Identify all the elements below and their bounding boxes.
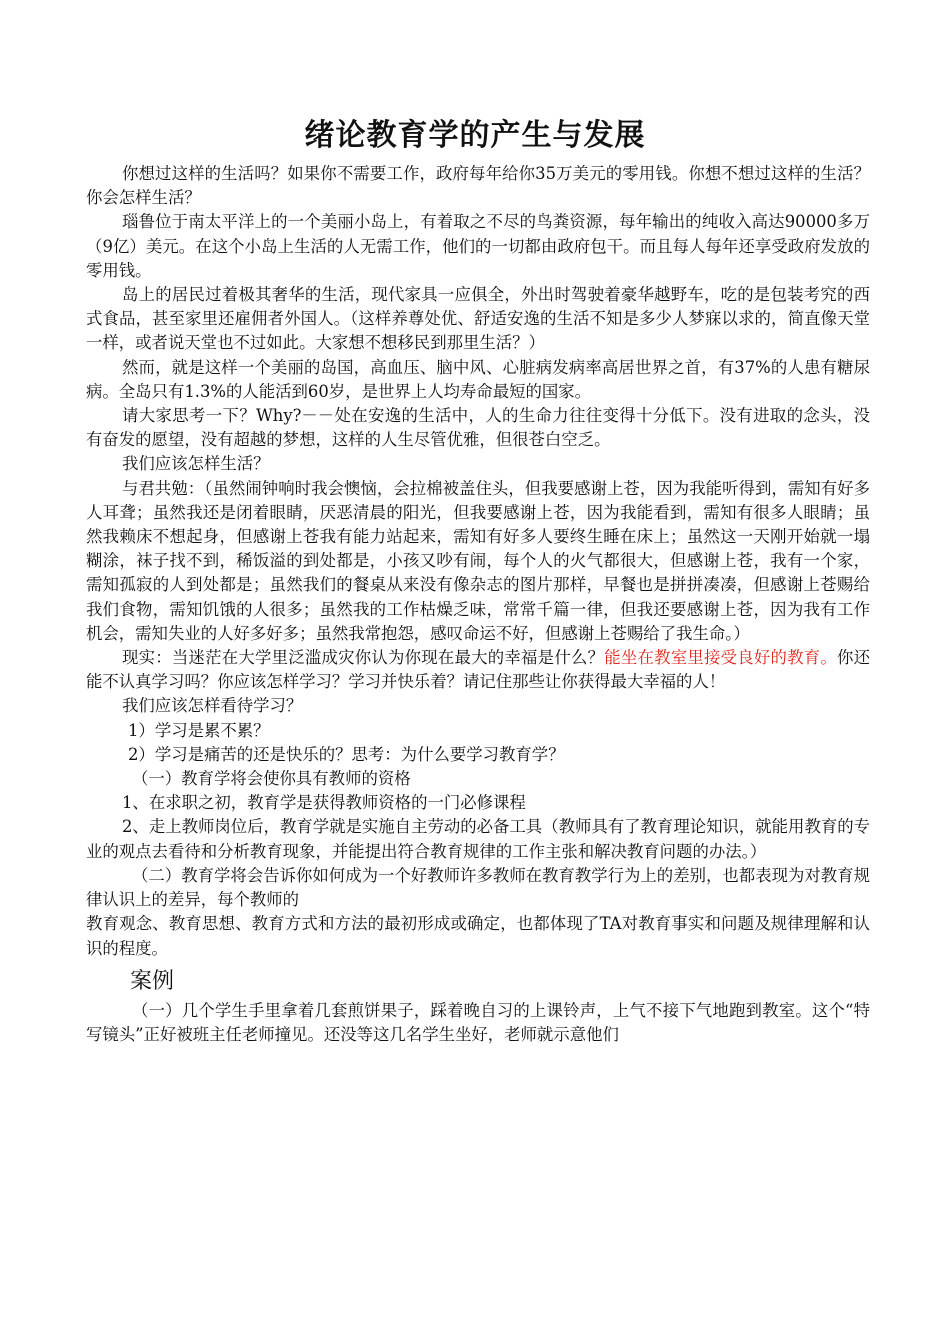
page-title: 绪论教育学的产生与发展 bbox=[304, 118, 646, 153]
reality-text-c: 你还能不认真学习吗？你应该怎样学习？学习并快乐着？请记住那些让你获得最大幸福的人！ bbox=[86, 648, 871, 692]
paragraph-question-life: 我们应该怎样生活？ bbox=[122, 454, 270, 474]
list-item-2: 2）学习是痛苦的还是快乐的？思考：为什么要学习教育学？ bbox=[128, 744, 565, 764]
reality-highlight: 能坐在教室里接受良好的教育。 bbox=[604, 648, 837, 668]
point-1: 1、在求职之初，教育学是获得教师资格的一门必修课程 bbox=[122, 793, 526, 813]
point-2: 2、走上教师岗位后，教育学就是实施自主劳动的必备工具（教师具有了教育理论知识，就能用教育的专业的观点去看待和分析教育现象，并能提出符合教育规律的工作主张和解决教育问题的办法。） bbox=[86, 817, 871, 861]
paragraph-nauru-life: 岛上的居民过着极其奢华的生活，现代家具一应俱全，外出时驾驶着豪华越野车，吃的是包装考究的西式食品，甚至家里还雇佣者外国人。（这样养尊处优、舒适安逸的生活不知是多少人梦寐以求的，简直像天堂一样，或者说天堂也不过如此。大家想不想移民到那里生活？） bbox=[86, 285, 870, 353]
paragraph-question-study: 我们应该怎样看待学习？ bbox=[122, 696, 303, 716]
paragraph-nauru-health: 然而，就是这样一个美丽的岛国，高血压、脑中风、心脏病发病率高居世界之首，有37%的人患有糖尿病。全岛只有1.3%的人能活到60岁，是世界上人均寿命最短的国家。 bbox=[86, 357, 870, 401]
paragraph-reality bbox=[86, 646, 870, 694]
reality-text-a: 现实：当迷茫在大学里泛滥成灾你认为你现在最大的幸福是什么？ bbox=[122, 648, 605, 668]
document-body bbox=[86, 162, 870, 1047]
paragraph-encouragement: 与君共勉：（虽然闹钟响时我会懊恼，会拉棉被盖住头，但我要感谢上苍，因为我能听得到，需知有好多人耳聋；虽然我还是闭着眼睛，厌恶清晨的阳光，但我要感谢上苍，因为我能看到，需知有很多人眼睛；虽然我赖床不想起身，但感谢上苍我有能力站起来，需知有好多人要终生睡在床上；虽然这一天刚开始就一塌糊涂，袜子找不到，稀饭溢的到处都是，小孩又吵有闹，每个人的火气都很大，但感谢上苍，我有一个家，需知孤寂的人到处都是；虽然我们的餐桌从来没有像杂志的图片那样，早餐也是拼拼凑凑，但感谢上苍赐给我们食物，需知饥饿的人很多；虽然我的工作枯燥乏味，常常千篇一律，但我还要感谢上苍，因为我有工作机会，需知失业的人好多好多；虽然我常抱怨，感叹命运不好，但感谢上苍赐给了我生命。） bbox=[86, 478, 870, 643]
paragraph-intro: 你想过这样的生活吗？如果你不需要工作，政府每年给你35万美元的零用钱。你想不想过这样的生活？你会怎样生活？ bbox=[86, 164, 870, 208]
paragraph-teacher-concepts: 教育观念、教育思想、教育方式和方法的最初形成或确定，也都体现了TA对教育事实和问题及规律理解和认识的程度。 bbox=[86, 914, 870, 958]
paragraph-why: 请大家思考一下？Why?－－处在安逸的生活中，人的生命力往往变得十分低下。没有进取的念头，没有奋发的愿望，没有超越的梦想，这样的人生尽管优雅，但很苍白空乏。 bbox=[86, 406, 870, 450]
list-item-1: 1）学习是累不累？ bbox=[128, 720, 270, 740]
paragraph-nauru-intro: 瑙鲁位于南太平洋上的一个美丽小岛上，有着取之不尽的鸟粪资源，每年输出的纯收入高达90000多万（9亿）美元。在这个小岛上生活的人无需工作，他们的一切都由政府包干。而且每人每年还享受政府发放的零用钱。 bbox=[86, 212, 870, 280]
case-paragraph-1: （一）几个学生手里拿着几套煎饼果子，踩着晚自习的上课铃声，上气不接下气地跑到教室。这个“特写镜头”正好被班主任老师撞见。还没等这几名学生坐好，老师就示意他们 bbox=[86, 1000, 870, 1044]
case-heading: 案例 bbox=[130, 968, 175, 994]
section-heading-2: （二）教育学将会告诉你如何成为一个好教师许多教师在教育教学行为上的差别，也都表现为对教育规律认识上的差异，每个教师的 bbox=[86, 865, 870, 910]
section-heading-1: （一）教育学将会使你具有教师的资格 bbox=[132, 769, 411, 789]
